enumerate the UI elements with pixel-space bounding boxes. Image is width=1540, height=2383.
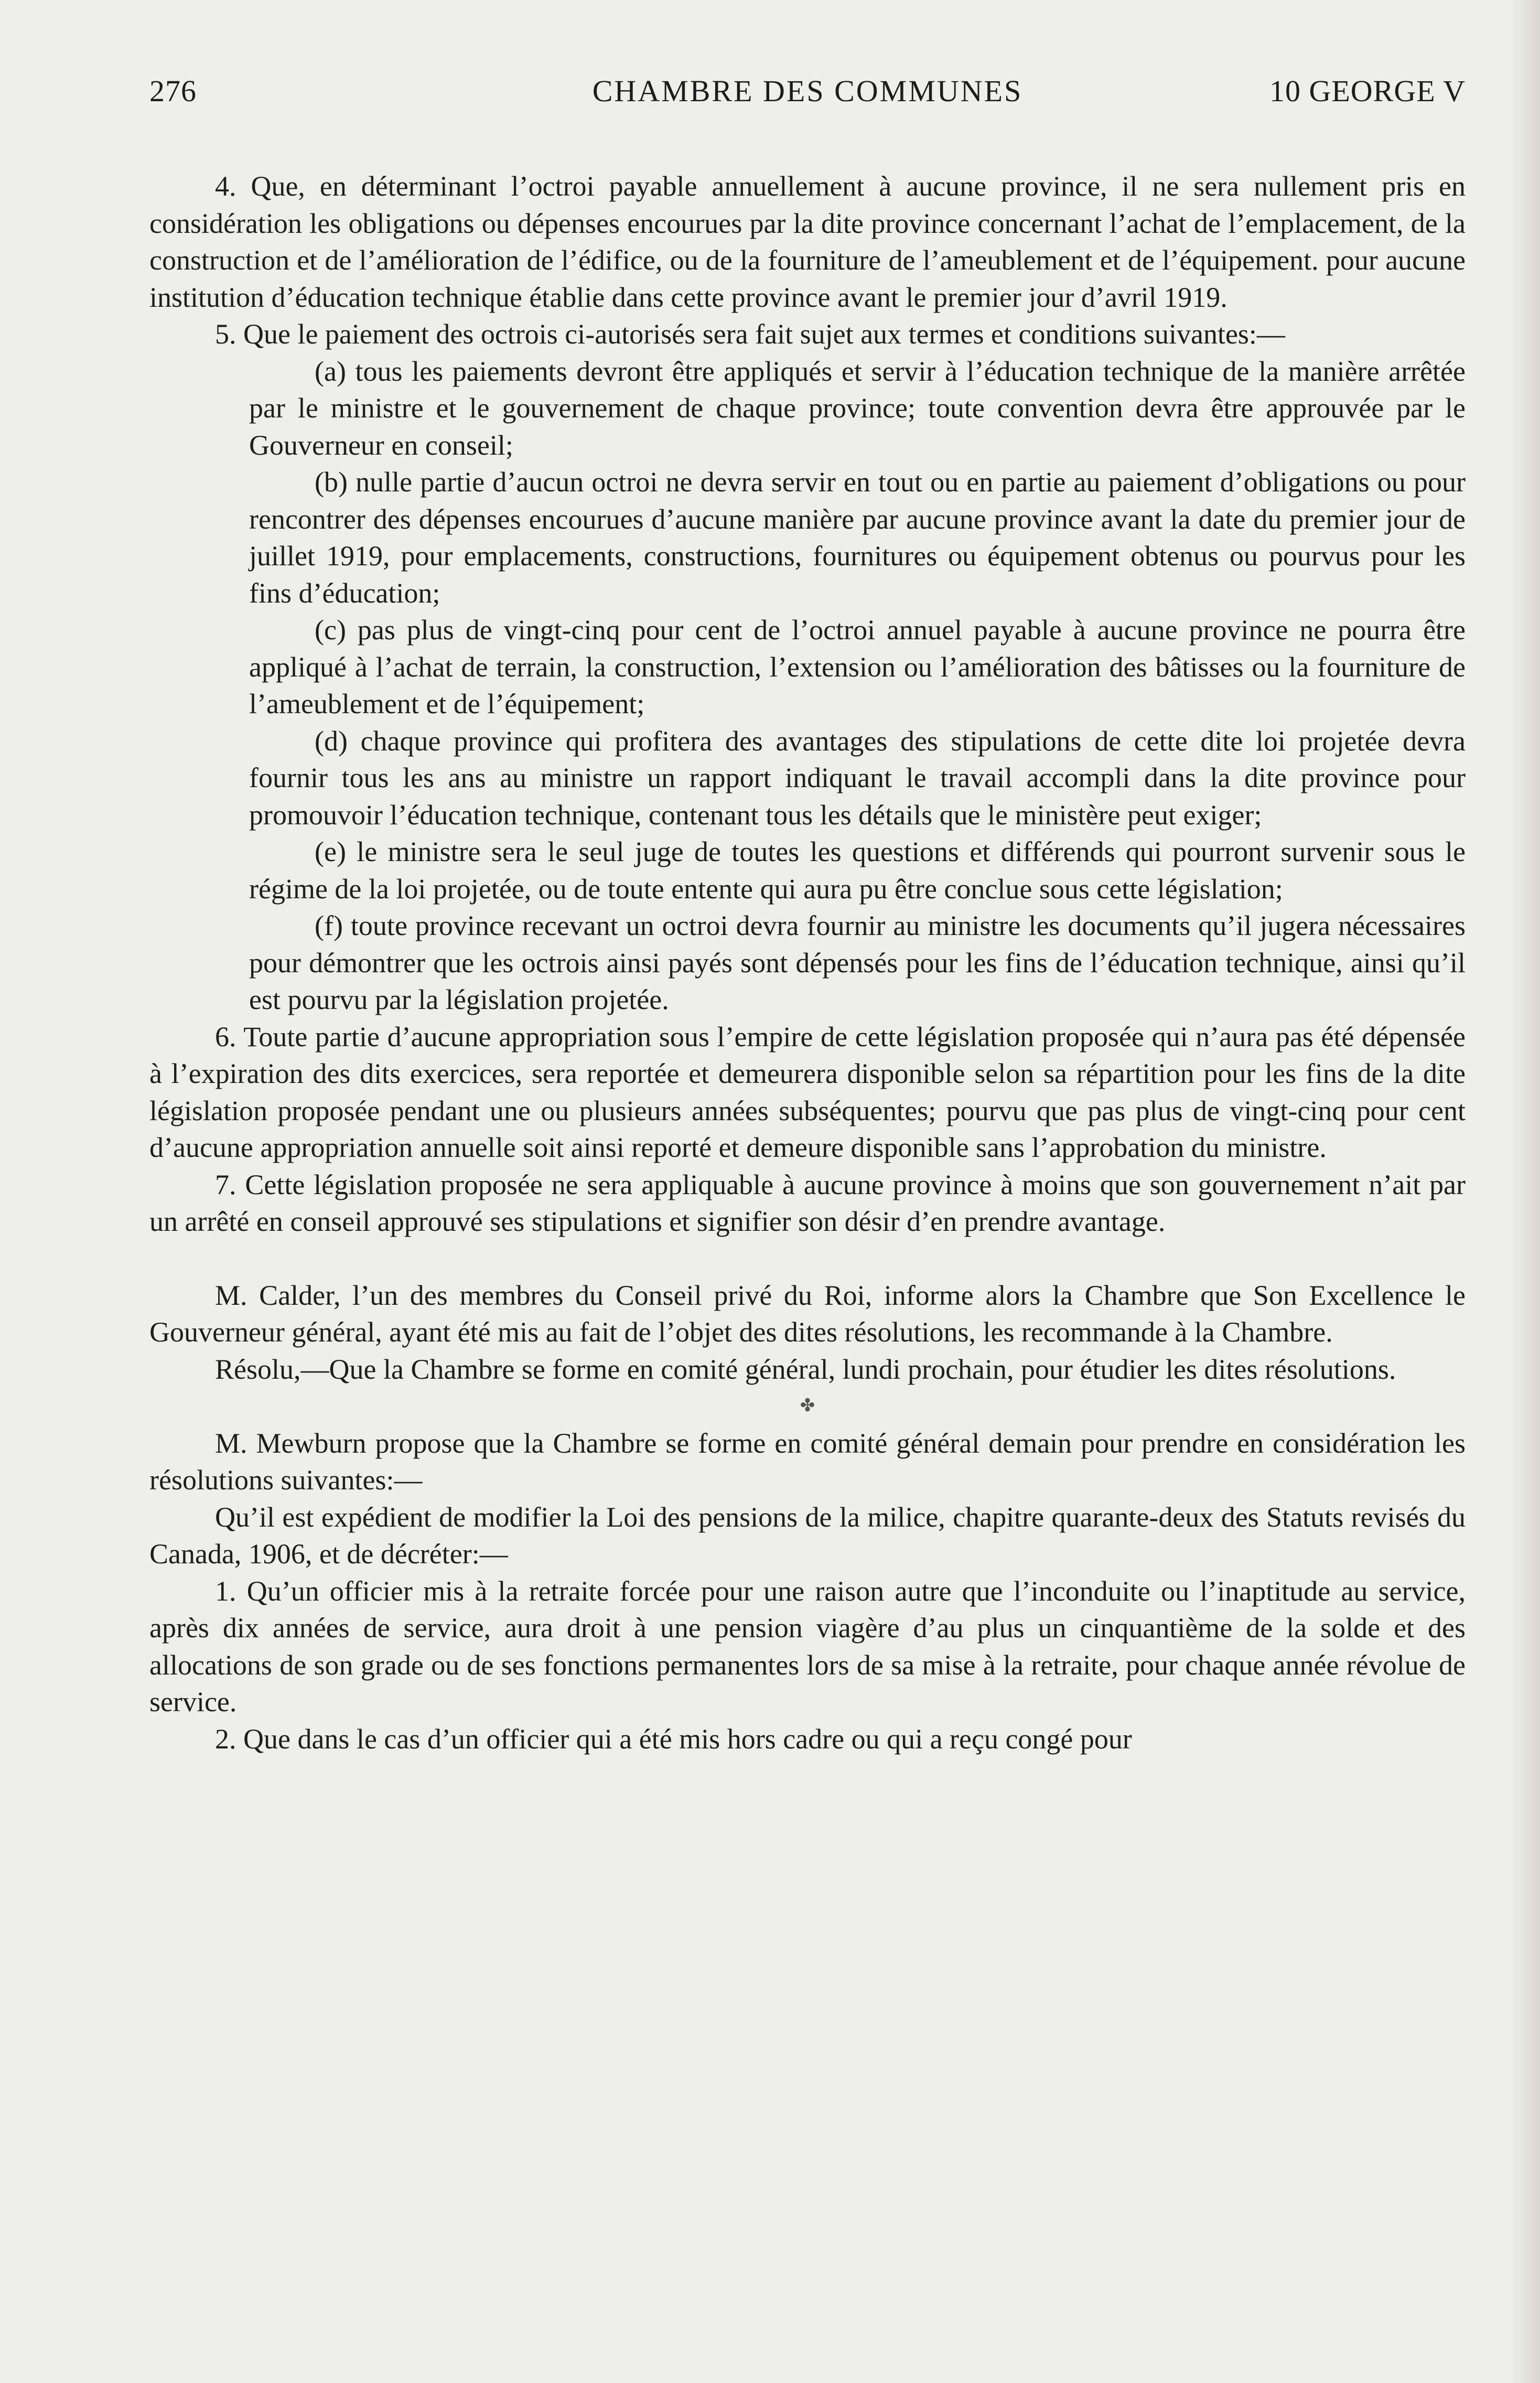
paragraph-6: 6. Toute partie d’aucune appropriation sous l’empire de cette législation proposée qui n’aura pas été dépensée à l’expiration des dits exercices, sera reportée et demeurera disponible selon sa répartition pour les fins de la dite législation proposée pendant une ou plusieurs années subséquentes; pourvu que pas plus de vingt-cinq pour cent d’aucune appropriation annuelle soit ainsi reporté et demeure disponible sans l’approbation du ministre. (149, 1021, 1466, 1163)
page-number: 276 (149, 74, 197, 108)
paragraph-calder: M. Calder, l’un des membres du Conseil privé du Roi, informe alors la Chambre que Son Excellence le Gouverneur général, ayant été mis au fait de l’objet des dites résolutions, les recommande à la Chambre. (149, 1279, 1466, 1348)
section-separator-ornament: ✤ (800, 1396, 815, 1415)
running-header (149, 73, 1466, 115)
paragraph-mewburn: M. Mewburn propose que la Chambre se forme en comité général demain pour prendre en considération les résolutions suivantes:— (149, 1427, 1466, 1496)
paragraph-pension-1: 1. Qu’un officier mis à la retraite forcée pour une raison autre que l’inconduite ou l’inaptitude au service, après dix années de service, aura droit à une pension viagère d’au plus un cinquantième de la solde et des allocations de son grade ou de ses fonctions permanentes lors de sa mise à la retraite, pour chaque année révolue de service. (149, 1575, 1466, 1718)
clause-a: (a) tous les paiements devront être appliqués et servir à l’éducation technique de la manière arrêtée par le ministre et le gouvernement de chaque province; toute convention devra être approuvée par le Gouverneur en conseil; (249, 355, 1466, 461)
clause-c: (c) pas plus de vingt-cinq pour cent de l’octroi annuel payable à aucune province ne pourra être appliqué à l’achat de terrain, la construction, l’extension ou l’amélioration des bâtisses ou la fourniture de l’ameublement et de l’équipement; (249, 614, 1466, 720)
paragraph-7: 7. Cette législation proposée ne sera appliquable à aucune province à moins que son gouvernement n’ait par un arrêté en conseil approuvé ses stipulations et signifier son désir d’en prendre avantage. (149, 1168, 1466, 1237)
page-edge-shadow (1509, 0, 1540, 2383)
paragraph-expedient: Qu’il est expédient de modifier la Loi des pensions de la milice, chapitre quarante-deux des Statuts revisés du Canada, 1906, et de décréter:— (149, 1501, 1466, 1570)
paragraph-pension-2: 2. Que dans le cas d’un officier qui a été mis hors cadre ou qui a reçu congé pour (215, 1723, 1132, 1755)
paragraph-resolu: Résolu,—Que la Chambre se forme en comité général, lundi prochain, pour étudier les dites résolutions. (215, 1353, 1396, 1385)
paragraph-4: 4. Que, en déterminant l’octroi payable annuellement à aucune province, il ne sera nullement pris en considération les obligations ou dépenses encourues par la dite province concernant l’achat de l’emplacement, de la construction et de l’amélioration de l’édifice, ou de la fourniture de l’ameublement et de l’équipement. pour aucune institution d’éducation technique établie dans cette province avant le premier jour d’avril 1919. (149, 170, 1466, 313)
clause-e: (e) le ministre sera le seul juge de toutes les questions et différends qui pourront survenir sous le régime de la loi projetée, ou de toute entente qui aura pu être conclue sous cette législation; (249, 836, 1466, 905)
regnal-year: 10 GEORGE V (1269, 74, 1466, 108)
clause-d: (d) chaque province qui profitera des avantages des stipulations de cette dite loi projetée devra fournir tous les ans au ministre un rapport indiquant le travail accompli dans la dite province pour promouvoir l’éducation technique, contenant tous les détails que le ministère peut exiger; (249, 725, 1466, 831)
body-text (149, 168, 1466, 1757)
paragraph-5: 5. Que le paiement des octrois ci-autorisés sera fait sujet aux termes et conditions suivantes:— (215, 318, 1285, 350)
running-title: CHAMBRE DES COMMUNES (592, 74, 1023, 108)
clause-f: (f) toute province recevant un octroi devra fournir au ministre les documents qu’il jugera nécessaires pour démontrer que les octrois ainsi payés sont dépensés pour les fins de l’éducation technique, ainsi qu’il est pourvu par la législation projetée. (249, 910, 1466, 1015)
clause-b: (b) nulle partie d’aucun octroi ne devra servir en tout ou en partie au paiement d’obligations ou pour rencontrer des dépenses encourues d’aucune manière par aucune province avant la date du premier jour de juillet 1919, pour emplacements, constructions, fournitures ou équipement obtenus ou pourvus pour les fins d’éducation; (249, 466, 1466, 609)
